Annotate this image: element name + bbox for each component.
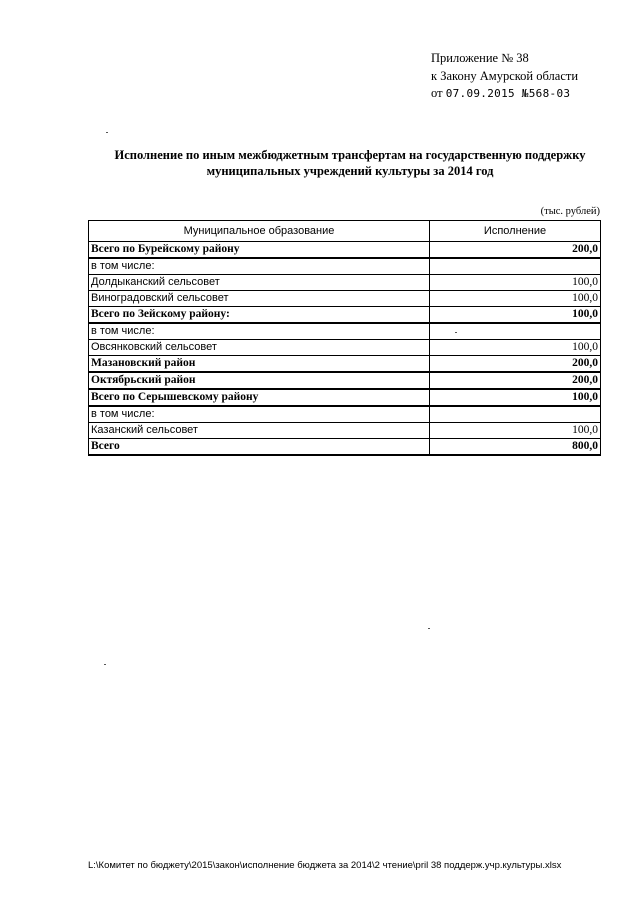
- municipality-cell: Октябрьский район: [89, 372, 430, 389]
- municipality-cell: Овсянковский сельсовет: [89, 340, 430, 356]
- execution-value-cell: 200,0: [430, 242, 601, 259]
- document-title: [60, 147, 640, 179]
- scan-speck: [106, 132, 108, 133]
- table-row: [89, 439, 601, 456]
- municipality-cell: Всего по Бурейскому району: [89, 242, 430, 259]
- table-header-row: [89, 221, 601, 242]
- table-row: [89, 307, 601, 324]
- execution-value-cell: 100,0: [430, 389, 601, 406]
- execution-value-cell: [430, 406, 601, 423]
- municipality-cell: Всего по Серышевскому району: [89, 389, 430, 406]
- table-row: [89, 340, 601, 356]
- municipality-cell: в том числе:: [89, 258, 430, 275]
- municipality-cell: Виноградовский сельсовет: [89, 291, 430, 307]
- scan-speck: [428, 628, 430, 629]
- municipality-cell: Казанский сельсовет: [89, 423, 430, 439]
- table-row: [89, 323, 601, 340]
- table-row: [89, 406, 601, 423]
- execution-value-cell: 100,0: [430, 307, 601, 324]
- municipality-cell: Всего по Зейскому району:: [89, 307, 430, 324]
- table-row: [89, 372, 601, 389]
- municipality-cell: в том числе:: [89, 323, 430, 340]
- execution-value-cell: 100,0: [430, 423, 601, 439]
- document-title-line-1: Исполнение по иным межбюджетным трансфертам на государственную поддержку: [114, 148, 586, 162]
- table-row: [89, 356, 601, 373]
- table-row: [89, 389, 601, 406]
- execution-value-cell: 200,0: [430, 356, 601, 373]
- table-row: [89, 291, 601, 307]
- execution-value-cell: 200,0: [430, 372, 601, 389]
- table-row: [89, 242, 601, 259]
- annex-date-line: [431, 85, 578, 103]
- annex-date-prefix: от: [431, 86, 443, 100]
- annex-number: Приложение № 38: [431, 51, 529, 65]
- column-header-municipality: Муниципальное образование: [89, 221, 430, 242]
- execution-value-cell: 100,0: [430, 291, 601, 307]
- table-body: [89, 242, 601, 456]
- table-row: [89, 423, 601, 439]
- execution-value-cell: 100,0: [430, 275, 601, 291]
- execution-table: [88, 220, 601, 456]
- table-row: [89, 275, 601, 291]
- municipality-cell: Всего: [89, 439, 430, 456]
- file-path-footer: L:\Комитет по бюджету\2015\закон\исполнение бюджета за 2014\2 чтение\pril 38 поддерж.учр.культуры.xlsx: [88, 860, 562, 871]
- scan-speck: [104, 664, 106, 665]
- municipality-cell: в том числе:: [89, 406, 430, 423]
- column-header-execution: Исполнение: [430, 221, 601, 242]
- municipality-cell: Мазановский район: [89, 356, 430, 373]
- document-title-line-2: муниципальных учреждений культуры за 2014 год: [206, 164, 494, 178]
- scan-speck: [455, 332, 457, 333]
- execution-value-cell: [430, 258, 601, 275]
- execution-value-cell: 800,0: [430, 439, 601, 456]
- municipality-cell: Долдыканский сельсовет: [89, 275, 430, 291]
- annex-header: [431, 50, 578, 103]
- annex-date-stamp: 07.09.2015 №568-03: [445, 87, 571, 100]
- execution-value-cell: 100,0: [430, 340, 601, 356]
- annex-law-reference: к Закону Амурской области: [431, 68, 579, 83]
- units-label: (тыс. рублей): [540, 206, 600, 217]
- table-row: [89, 258, 601, 275]
